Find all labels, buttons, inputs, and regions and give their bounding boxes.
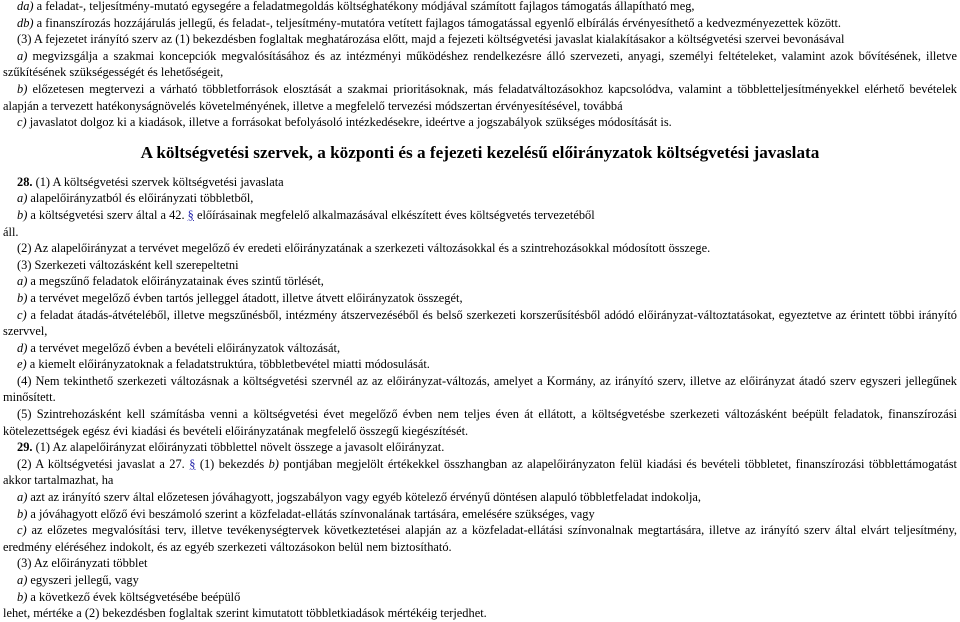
paragraph-text: a költségvetési szerv által a 42. — [27, 207, 188, 222]
section-28-5: (5) Szintrehozásként kell számításba venni a költségvetési évet megelőző évben nem teljes éven át ellátott, a költségvetésbe szerkezeti változásként beépült feladatok, finanszírozási kötelezettségek egész évi kiadási és bevételi előirányzatának megfelelő összegű kiegészítését. — [3, 407, 957, 438]
point-label: b) — [17, 290, 28, 305]
point-label: b) — [17, 81, 28, 96]
section-link[interactable]: § — [187, 207, 194, 222]
paragraph-text: (1) A költségvetési szervek költségvetési javaslata — [32, 174, 284, 189]
section-28-1-a — [3, 190, 957, 207]
paragraph-text: a feladat átadás-átvételéből, illetve megszűnésből, intézmény átszervezéséből és belső szerkezeti korszerűsítésből adódó előirányzat-változtatásokat, egyeztetve az érintett többi irányító szervvel, — [3, 307, 957, 339]
paragraph-da — [3, 0, 957, 15]
section-29-3: (3) Az előirányzati többlet — [17, 556, 148, 571]
point-label: da) — [17, 0, 34, 13]
paragraph-text: a finanszírozás hozzájárulás jellegű, és feladat-, teljesítmény-mutatóra vetített fajlagos támogatással egyenlő elbírálás érvényesíthető a kedvezményezettek között. — [33, 15, 841, 30]
section-28-2: (2) Az alapelőirányzat a tervévet megelőző év eredeti előirányzatának a szerkezeti változásokkal és a szintrehozásokkal módosított összege. — [17, 241, 711, 256]
section-28-3-b — [3, 290, 957, 307]
paragraph-text: a megszűnő feladatok előirányzatainak éves szintű törlését, — [27, 274, 324, 289]
section-29-1 — [3, 439, 957, 456]
section-28-1-end: áll. — [3, 224, 19, 239]
section-number: 28. — [17, 174, 33, 189]
section-28-3-d — [3, 340, 957, 357]
section-29-2-a — [3, 489, 957, 506]
paragraph-text: (1) Az alapelőirányzat előirányzati többlettel növelt összege a javasolt előirányzat. — [32, 440, 445, 455]
paragraph-27-3-b — [3, 81, 957, 114]
paragraph-text: a feladat-, teljesítmény-mutató egysegére a feladatmegoldás költséghatékony módjával számított fajlagos támogatás állapítható meg, — [33, 0, 695, 13]
paragraph-text: megvizsgálja a szakmai koncepciók megvalósításához és az intézményi működéshez rendelkezésre álló szervezeti, anyagi, személyi feltételeket, valamint azok bővítésének, illetve szűkítésének szükségességét és lehetőségeit, — [3, 48, 957, 80]
point-label: c) — [17, 523, 27, 538]
point-label: b) — [268, 456, 279, 471]
paragraph-text: (2) A költségvetési javaslat a 27. — [17, 456, 190, 471]
paragraph-text: előzetesen megtervezi a várható többletforrások elosztását a szakmai prioritásoknak, más feladatváltozásokhoz kapcsolódva, valamint a többletteljesítményekkel elérhető bevételek alapján a tervezett hatékonyságnövelés követelményének, illetve a megfelelő tervezési módszertan érvényesítésével, továbbá — [3, 81, 957, 113]
point-label: db) — [17, 15, 34, 30]
point-label: a) — [17, 573, 28, 587]
paragraph-text: azt az irányító szerv által előzetesen jóváhagyott, jogszabályon vagy egyéb kötelező érvényű döntésen alapuló többletfeladat indokolja, — [27, 490, 701, 505]
section-28-3: (3) Szerkezeti változásként kell szerepeltetni — [17, 257, 239, 272]
paragraph-text: javaslatot dolgoz ki a kiadások, illetve a forrásokat befolyásoló intézkedésekre, ideértve a jogszabályok szükséges módosítását is. — [26, 115, 672, 130]
paragraph-text: egyszeri jellegű, vagy — [27, 573, 139, 587]
section-29-2 — [3, 456, 957, 489]
paragraph-text: előírásainak megfelelő alkalmazásával elkészített éves költségvetés tervezetéből — [193, 207, 595, 222]
paragraph-text: a kiemelt előirányzatoknak a feladatstruktúra, többletbevétel miatti módosulását. — [26, 357, 430, 372]
section-link[interactable]: § — [189, 456, 196, 471]
paragraph-text: a következő évek költségvetésébe beépülő — [27, 589, 241, 604]
section-28-3-a — [3, 273, 957, 290]
point-label: e) — [17, 357, 27, 372]
point-label: a) — [17, 274, 28, 289]
point-label: a) — [17, 490, 28, 505]
point-label: c) — [17, 307, 27, 322]
point-label: b) — [17, 589, 28, 604]
point-label: b) — [17, 506, 28, 521]
paragraph-text: a tervévet megelőző évben a bevételi előirányzatok változását, — [27, 340, 341, 355]
section-heading: A költségvetési szervek, a központi és a fejezeti kezelésű előirányzatok költségvetési javaslata — [140, 142, 820, 162]
paragraph-text: (1) bekezdés — [195, 456, 269, 471]
section-28-4: (4) Nem tekinthető szerkezeti változásnak a költségvetési szervnél az az előirányzat-változás, amelyet a Kormány, az irányító szerv, illetve az előirányzat átadó szerv egyszeri jellegűnek minősített. — [3, 373, 957, 405]
paragraph-text: az előzetes megvalósítási terv, illetve tevékenységtervek következtetései alapján az a közfeladat-ellátási színvonalnak megtartására, illetve az irányító szerv által elvárt teljesítmény, eredmény eléréséhez indokolt, és az egyéb szerkezeti változásokon belül nem biztosítható. — [3, 523, 957, 554]
paragraph-27-3-a — [3, 48, 957, 81]
section-29-2-b — [3, 506, 957, 523]
paragraph-27-3 — [3, 31, 957, 48]
paragraph-text: alapelőirányzatból és előirányzati többletből, — [27, 191, 254, 206]
section-28-1 — [3, 174, 957, 191]
point-label: a) — [17, 191, 28, 206]
paragraph-27-3-c — [3, 114, 957, 131]
section-number: 29. — [17, 440, 33, 455]
section-28-3-e — [3, 356, 957, 373]
section-28-1-b — [3, 207, 957, 224]
point-label: b) — [17, 207, 28, 222]
paragraph-text: a jóváhagyott előző évi beszámoló szerint a közfeladat-ellátás színvonalának tartására, emelésére szükséges, vagy — [27, 506, 595, 521]
section-29-3-end: lehet, mértéke a (2) bekezdésben foglaltak szerint kimutatott többletkiadások mértékéig terjedhet. — [3, 606, 487, 621]
section-28-3-c — [3, 307, 957, 340]
paragraph-text: a tervévet megelőző évben tartós jelleggel átadott, illetve átvett előirányzatok összegét, — [27, 290, 463, 305]
section-29-2-c — [3, 522, 957, 555]
point-label: d) — [17, 340, 28, 355]
paragraph-text: pontjában megjelölt értékekkel összhangban az alapelőirányzaton felül kiadási és bevételi többletet, finanszírozási többlettámogatást akkor tartalmazhat, ha — [3, 456, 957, 488]
point-label: a) — [17, 48, 28, 63]
paragraph-text: (3) A fejezetet irányító szerv az (1) bekezdésben foglaltak meghatározása előtt, majd a fejezeti költségvetési javaslat kialakításakor a költségvetési szervei bevonásával — [17, 32, 845, 47]
section-29-3-a — [3, 572, 957, 589]
paragraph-db — [3, 15, 957, 32]
point-label: c) — [17, 115, 27, 130]
